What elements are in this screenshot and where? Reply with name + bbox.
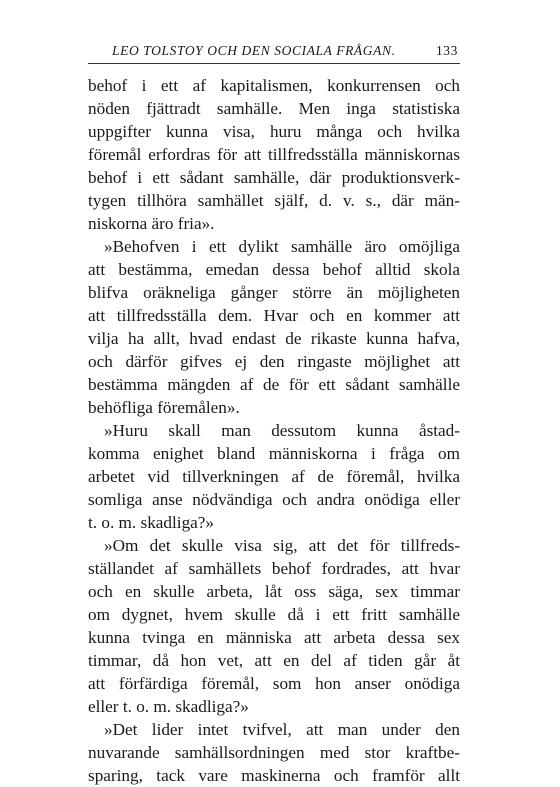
text-line: och en skulle arbeta, låt oss säga, sex timmar <box>88 582 460 601</box>
text-line: arbetet vid tillverkningen af de föremål, hvilka <box>88 467 460 486</box>
text-line: bestämma mängden af de för ett sådant samhälle <box>88 375 460 394</box>
text-line: att tillfredsställa dem. Hvar och en kommer att <box>88 306 460 325</box>
text-line: vilja ha allt, hvad endast de rikaste kunna hafva, <box>88 329 460 348</box>
text-line: blifva oräkneliga gånger större än möjligheten <box>88 283 460 302</box>
text-line: att förfärdiga föremål, som hon anser onödiga <box>88 674 460 693</box>
text-line: föremål erfordras för att tillfredsställa människornas <box>88 145 460 164</box>
page-number: 133 <box>435 43 458 58</box>
text-line: om dygnet, hvem skulle då i ett fritt samhälle <box>88 605 460 624</box>
text-line: t. o. m. skadliga?» <box>88 513 215 532</box>
text-line: behof i ett sådant samhälle, där produktionsverk- <box>88 168 460 187</box>
running-head <box>88 43 460 65</box>
text-line: uppgifter kunna visa, huru många och hvilka <box>88 122 460 141</box>
text-line: och därför gifves ej den ringaste möjlighet att <box>88 352 460 371</box>
text-line: »Det lider intet tvifvel, att man under den <box>104 720 460 739</box>
text-line: komma enighet bland människorna i fråga om <box>88 444 460 463</box>
body-text <box>88 74 460 787</box>
header-rule <box>88 63 460 64</box>
text-line: tygen tillhöra samhället själf, d. v. s., där män- <box>88 191 460 210</box>
text-line: »Huru skall man dessutom kunna åstad- <box>104 421 460 440</box>
text-line: »Om det skulle visa sig, att det för tillfreds- <box>104 536 460 555</box>
text-line: niskorna äro fria». <box>88 214 215 233</box>
running-title: LEO TOLSTOY OCH DEN SOCIALA FRÅGAN. <box>112 43 396 58</box>
text-line: behof i ett af kapitalismen, konkurrensen och <box>88 76 460 95</box>
text-line: ställandet af samhällets behof fordrades, att hvar <box>88 559 460 578</box>
text-line: att bestämma, emedan dessa behof alltid skola <box>88 260 460 279</box>
text-line: »Behofven i ett dylikt samhälle äro omöjliga <box>104 237 460 256</box>
text-line: nöden fjättradt samhälle. Men inga statistiska <box>88 99 460 118</box>
text-line: somliga anse nödvändiga och andra onödiga eller <box>88 490 460 509</box>
text-line: eller t. o. m. skadliga?» <box>88 697 249 716</box>
text-line: sparing, tack vare maskinerna och framför allt <box>88 766 460 785</box>
text-line: timmar, då hon vet, att en del af tiden går åt <box>88 651 460 670</box>
text-line: nuvarande samhällsordningen med stor kraftbe- <box>88 743 460 762</box>
text-line: kunna tvinga en människa att arbeta dessa sex <box>88 628 460 647</box>
text-line: behöfliga föremålen». <box>88 398 240 417</box>
